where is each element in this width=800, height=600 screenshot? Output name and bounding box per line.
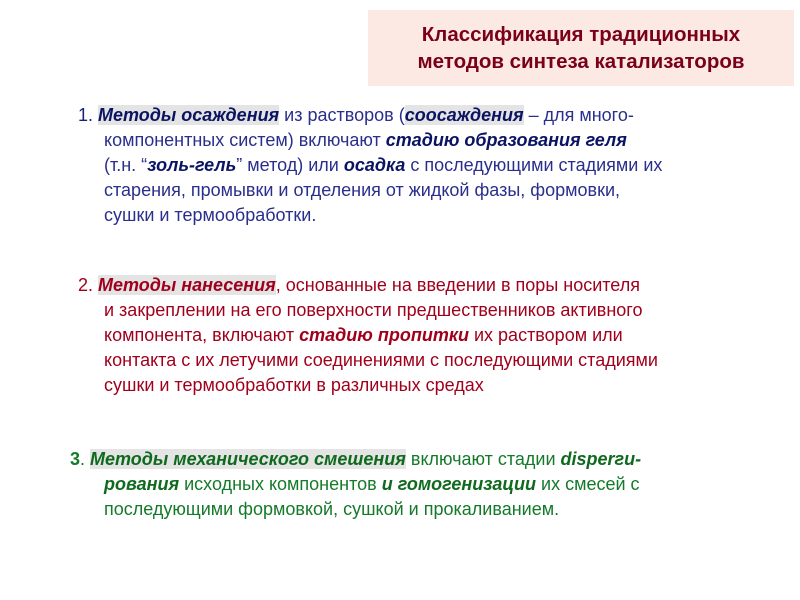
p2-term-impregnation: стадию пропитки — [299, 325, 469, 345]
p1-text: из растворов ( — [279, 105, 405, 125]
p1-text: ” метод) или — [236, 155, 344, 175]
p2-line-5: сушки и термообработки в различных средах — [104, 375, 484, 395]
p3-line-2 — [70, 472, 641, 497]
p1-line-2 — [78, 128, 662, 153]
p2-line-2: и закреплении на его поверхности предшественников активного — [104, 300, 643, 320]
p3-term-dispersion: disperги- — [560, 449, 642, 469]
p3-text: включают стадии — [405, 449, 561, 469]
p1-text: с последующими стадиями их — [405, 155, 663, 175]
p1-term-precipitate: осадка — [343, 155, 406, 175]
p3-line-1 — [70, 447, 641, 472]
p3-term-homogenization: и гомогенизации — [381, 474, 537, 494]
p1-term-sol-gel: золь-гель — [147, 155, 237, 175]
paragraph-deposition — [78, 273, 658, 398]
p3-term-mixing: Методы механического смешения — [90, 449, 406, 469]
p3-number: 3 — [70, 449, 81, 469]
p1-term-coprecipitation: соосаждения — [404, 105, 524, 125]
p1-number: 1. — [78, 105, 99, 125]
p1-term-gel-stage: стадию образования геля — [385, 130, 627, 150]
p1-line-1 — [78, 103, 662, 128]
p3-term-dispersion-cont: рования — [104, 474, 180, 494]
p2-term-deposition: Методы нанесения — [98, 275, 276, 295]
p2-text: компонента, включают — [104, 325, 300, 345]
p3-text: исходных компонентов — [179, 474, 382, 494]
p1-line-4: старения, промывки и отделения от жидкой фазы, формовки, — [104, 180, 621, 200]
p2-text: , основанные на введении в поры носителя — [275, 275, 640, 295]
title-line-1: Классификация традиционных — [421, 23, 741, 46]
title-line-2: методов синтеза катализаторов — [417, 50, 745, 73]
p1-text: компонентных систем) включают — [104, 130, 386, 150]
paragraph-precipitation — [78, 103, 662, 228]
paragraph-mechanical-mixing — [70, 447, 641, 522]
p1-line-5: сушки и термообработки. — [104, 205, 317, 225]
title-box — [368, 10, 794, 86]
p1-term-precipitation: Методы осаждения — [98, 105, 280, 125]
p2-line-1 — [78, 273, 658, 298]
p2-number: 2. — [78, 275, 99, 295]
p3-text: их смесей с — [536, 474, 640, 494]
p1-line-3 — [78, 153, 662, 178]
p2-text: их раствором или — [468, 325, 623, 345]
p1-text: – для много- — [523, 105, 634, 125]
p1-text: (т.н. “ — [104, 155, 148, 175]
p3-text: . — [80, 449, 91, 469]
p3-line-3: последующими формовкой, сушкой и прокаливанием. — [104, 499, 560, 519]
p2-line-4: контакта с их летучими соединениями с последующими стадиями — [104, 350, 658, 370]
p2-line-3 — [78, 323, 658, 348]
